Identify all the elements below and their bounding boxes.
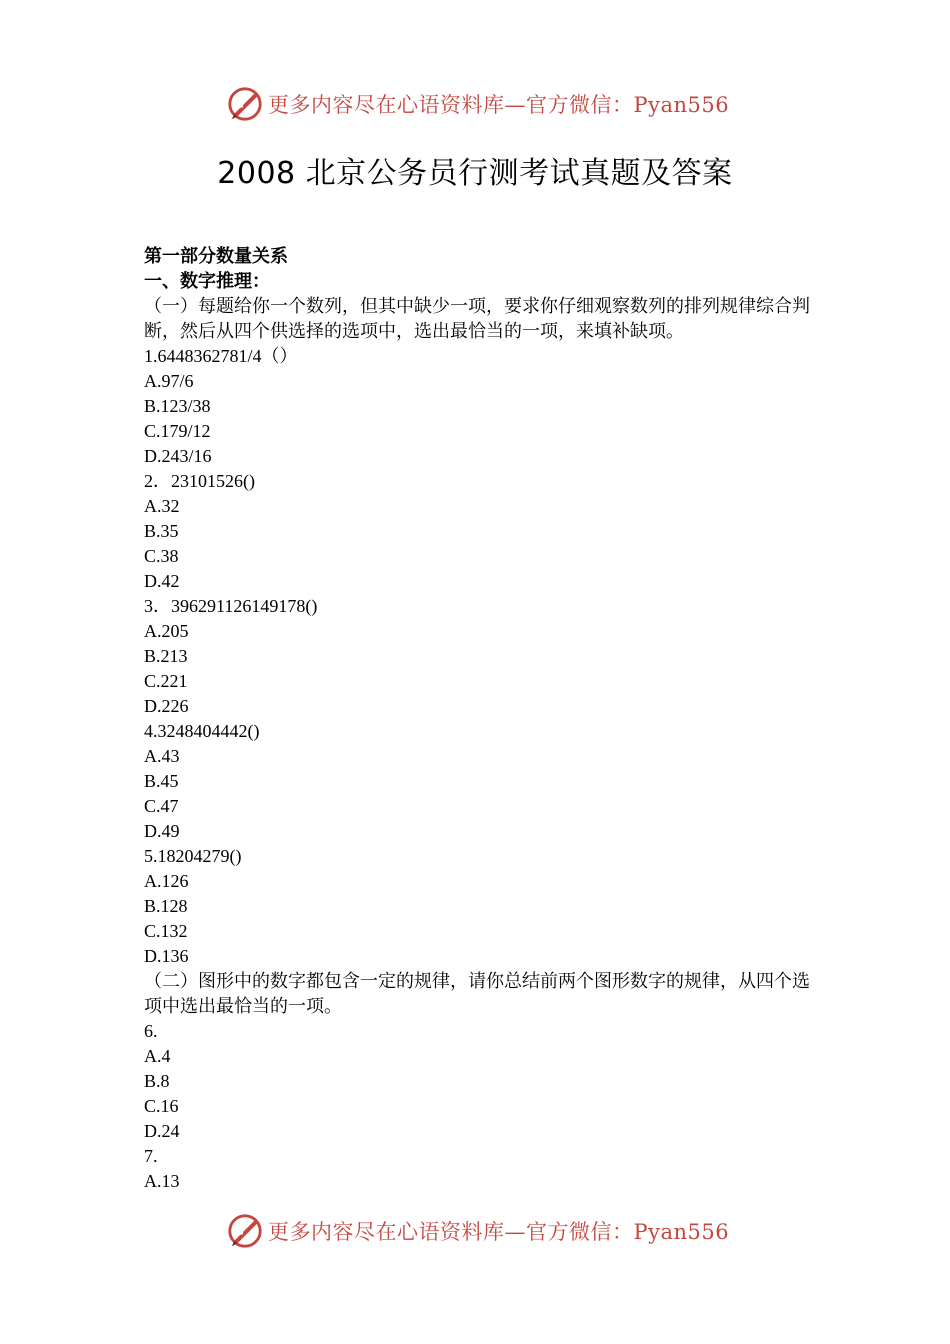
option-text: A.4 [144,1046,171,1066]
section-heading: 第一部分数量关系 [144,246,288,266]
option-text: D.24 [144,1121,180,1141]
question-text: 3．396291126149178() [144,596,318,616]
page-title: 2008 北京公务员行测考试真题及答案 [217,156,733,191]
pen-logo-icon [226,1212,264,1250]
question-text: 6. [144,1021,158,1041]
option-text: A.205 [144,621,189,641]
option-text: C.47 [144,796,179,816]
option-text: A.43 [144,746,180,766]
option-text: B.123/38 [144,396,211,416]
pen-logo-icon [226,85,264,123]
banner-text: 更多内容尽在心语资料库—官方微信：Pyan556 [268,93,730,117]
option-text: B.213 [144,646,188,666]
question-text: 4.3248404442() [144,721,260,741]
option-text: A.13 [144,1171,180,1191]
option-text: C.179/12 [144,421,211,441]
question-text: 1.6448362781/4（） [144,346,298,366]
question-text: 5.18204279() [144,846,242,866]
intro-paragraph-2: （二）图形中的数字都包含一定的规律，请你总结前两个图形数字的规律，从四个选项中选出最恰当的一项。 [144,971,810,1016]
question-text: 2．23101526() [144,471,255,491]
option-text: D.49 [144,821,180,841]
banner-text: 更多内容尽在心语资料库—官方微信：Pyan556 [268,1220,730,1244]
option-text: D.136 [144,946,189,966]
intro-paragraph-1: （一）每题给你一个数列，但其中缺少一项，要求你仔细观察数列的排列规律综合判断，然后从四个供选择的选项中，选出最恰当的一项，来填补缺项。 [144,296,810,341]
option-text: D.243/16 [144,446,212,466]
header-banner [226,84,730,124]
option-text: C.16 [144,1096,179,1116]
option-text: B.45 [144,771,179,791]
option-text: A.32 [144,496,180,516]
option-text: B.35 [144,521,179,541]
question-text: 7. [144,1146,158,1166]
option-text: B.128 [144,896,188,916]
footer-banner [226,1211,730,1251]
subsection-heading: 一、数字推理： [144,271,270,291]
option-text: C.221 [144,671,188,691]
option-text: D.42 [144,571,180,591]
option-text: C.132 [144,921,188,941]
option-text: B.8 [144,1071,170,1091]
option-text: A.97/6 [144,371,194,391]
option-text: D.226 [144,696,189,716]
option-text: A.126 [144,871,189,891]
document-body [144,244,814,1194]
option-text: C.38 [144,546,179,566]
